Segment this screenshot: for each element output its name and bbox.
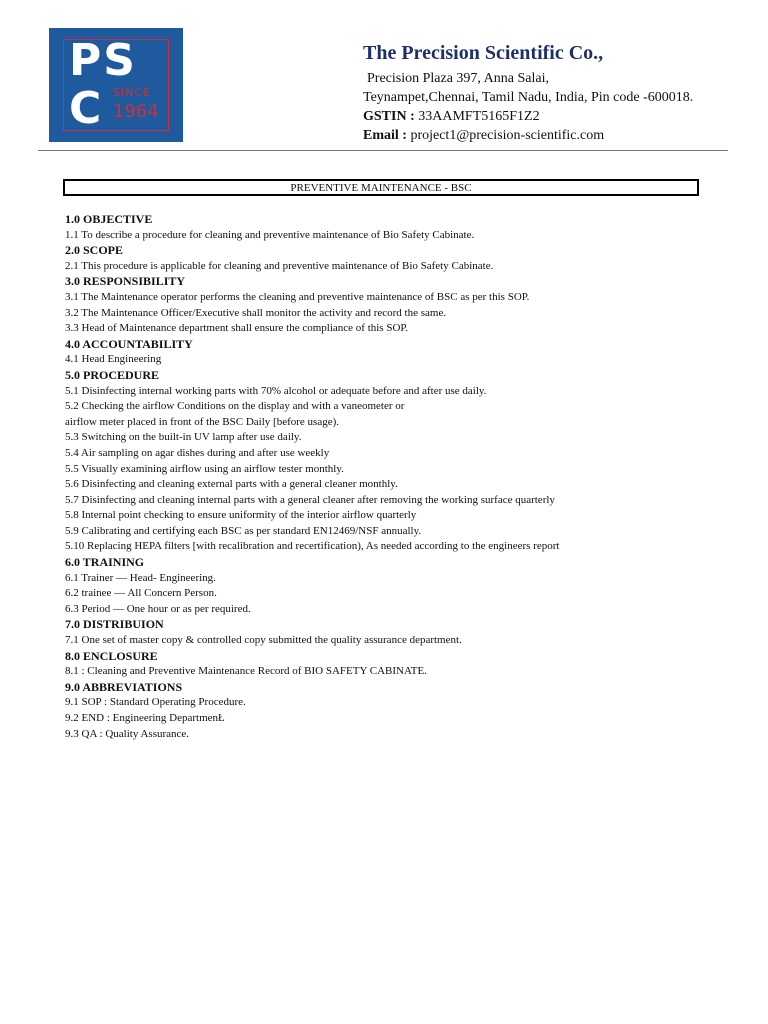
company-gstin bbox=[363, 109, 763, 125]
logo-letters-line1: PS bbox=[69, 35, 137, 86]
section-line: 1.1 To describe a procedure for cleaning and preventive maintenance of Bio Safety Cabinate. bbox=[65, 228, 475, 241]
header-divider bbox=[38, 150, 728, 151]
section-line: 5.10 Replacing HEPA filters [with recalibration and recertification), As needed according to the engineers report bbox=[65, 540, 560, 553]
gstin-value: 33AAMFT5165F1Z2 bbox=[418, 109, 540, 124]
section-line: 2.1 This procedure is applicable for cleaning and preventive maintenance of Bio Safety Cabinate. bbox=[65, 259, 494, 272]
company-address-line2: Teynampet,Chennai, Tamil Nadu, India, Pin code -600018. bbox=[363, 90, 694, 105]
section-heading: 6.0 TRAINING bbox=[65, 555, 145, 570]
section-line: 6.2 trainee — All Concern Person. bbox=[65, 587, 217, 600]
gstin-label: GSTIN : bbox=[363, 109, 415, 124]
company-name: The Precision Scientific Co., bbox=[363, 42, 604, 64]
section-heading: 1.0 OBJECTIVE bbox=[65, 212, 153, 226]
section-line: 6.1 Trainer — Head- Engineering. bbox=[65, 571, 216, 584]
logo-since: SINCE bbox=[113, 86, 152, 99]
company-header bbox=[363, 42, 763, 147]
section-heading: 9.0 ABBREVIATIONS bbox=[65, 679, 183, 694]
section-line: 5.4 Air sampling on agar dishes during and after use weekly bbox=[65, 446, 330, 459]
section-line: 5.3 Switching on the built-in UV lamp after use daily. bbox=[65, 431, 302, 444]
document-body bbox=[65, 212, 745, 742]
section-line: 3.3 Head of Maintenance department shall ensure the compliance of this SOP. bbox=[65, 322, 409, 335]
company-email bbox=[363, 128, 763, 144]
section-line: 9.3 QA : Quality Assurance. bbox=[65, 727, 190, 740]
section bbox=[65, 368, 745, 555]
section-line: 9.2 END : Engineering DepartmenŁ bbox=[65, 712, 225, 724]
section-line: 5.8 Internal point checking to ensure uniformity of the interior airflow quarterly bbox=[65, 509, 417, 522]
section bbox=[65, 649, 745, 680]
section bbox=[65, 617, 745, 648]
logo-letters-line2: C bbox=[69, 83, 104, 134]
section-line: 4.1 Head Engineering bbox=[65, 353, 162, 366]
section bbox=[65, 337, 745, 368]
section bbox=[65, 680, 745, 742]
section bbox=[65, 555, 745, 617]
company-logo bbox=[49, 28, 183, 142]
section-heading: 7.0 DISTRIBUION bbox=[65, 617, 164, 632]
section-line: 5.9 Calibrating and certifying each BSC as per standard EN12469/NSF annually. bbox=[65, 524, 422, 537]
email-value: project1@precision-scientific.com bbox=[410, 128, 605, 143]
section-heading: 2.0 SCOPE bbox=[65, 243, 124, 258]
section-line: 5.2 Checking the airflow Conditions on the display and with a vaneometer or bbox=[65, 400, 405, 413]
section-heading: 8.0 ENCLOSURE bbox=[65, 648, 158, 663]
section-line: 5.6 Disinfecting and cleaning external parts with a general cleaner monthly. bbox=[65, 478, 398, 491]
section-line: 7.1 One set of master copy & controlled copy submitted the quality assurance department. bbox=[65, 634, 462, 647]
section-line: 9.1 SOP : Standard Operating Procedure. bbox=[65, 696, 246, 709]
company-address-line1: Precision Plaza 397, Anna Salai, bbox=[367, 71, 549, 86]
section-heading: 5.0 PROCEDURE bbox=[65, 367, 160, 382]
section-line: 3.1 The Maintenance operator performs the cleaning and preventive maintenance of BSC as per this SOP. bbox=[65, 290, 530, 303]
section-line: 5.7 Disinfecting and cleaning internal parts with a general cleaner after removing the working surface quarterly bbox=[65, 493, 555, 506]
section-line: 5.5 Visually examining airflow using an airflow tester monthly. bbox=[65, 462, 344, 475]
section bbox=[65, 274, 745, 336]
email-label: Email : bbox=[363, 128, 407, 143]
document-title: PREVENTIVE MAINTENANCE - BSC bbox=[63, 179, 699, 196]
section-heading: 4.0 ACCOUNTABILITY bbox=[65, 336, 193, 351]
section bbox=[65, 212, 745, 243]
section-line: 8.1 : Cleaning and Preventive Maintenance Record of BIO SAFETY CABINATE. bbox=[65, 665, 427, 678]
section-line: 3.2 The Maintenance Officer/Executive shall monitor the activity and record the same. bbox=[65, 306, 447, 319]
section-line: 6.3 Period — One hour or as per required. bbox=[65, 602, 251, 615]
section-heading: 3.0 RESPONSIBILITY bbox=[65, 274, 186, 289]
section-line: airflow meter placed in front of the BSC Daily [before usage). bbox=[65, 415, 339, 428]
section bbox=[65, 243, 745, 274]
logo-year: 1964 bbox=[113, 101, 159, 122]
section-line: 5.1 Disinfecting internal working parts with 70% alcohol or adequate before and after use daily. bbox=[65, 384, 487, 397]
